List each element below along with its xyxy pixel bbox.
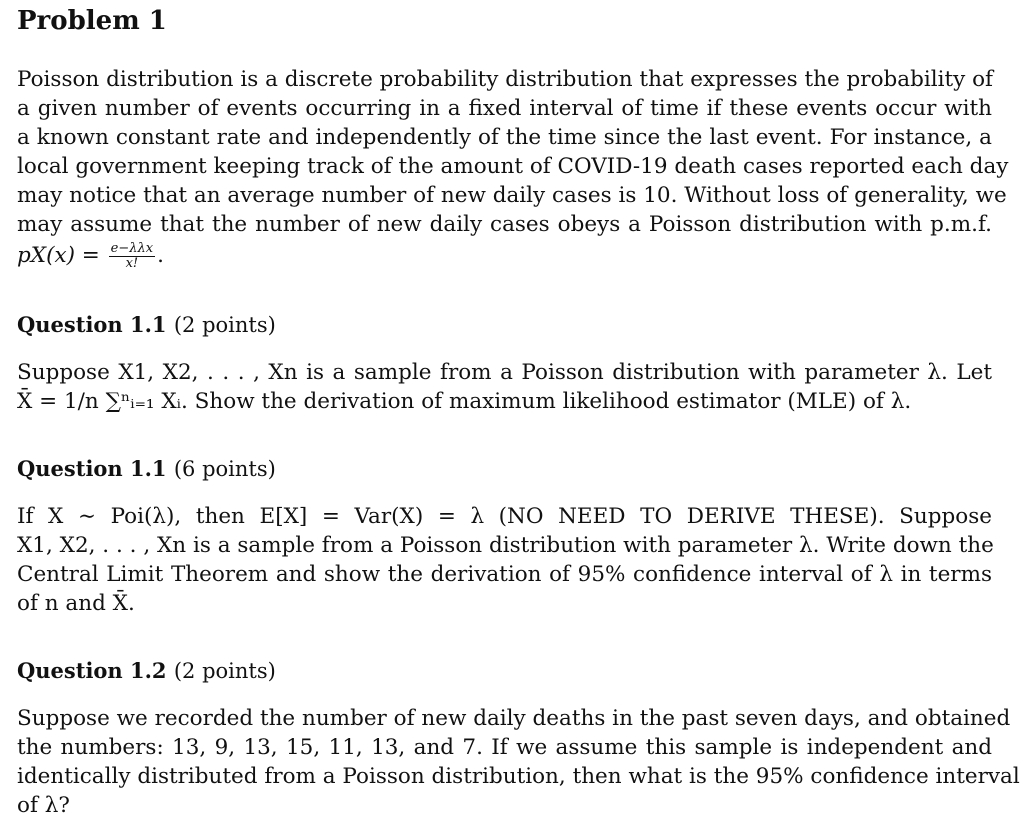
question-heading [17,311,276,339]
intro-line: may notice that an average number of new daily cases is 10. Without loss of generality, we [17,183,1007,208]
question-text-line: of λ? [17,793,70,818]
question-points: (2 points) [173,313,276,337]
question-label: Question 1.1 [17,456,167,481]
question-text-line: identically distributed from a Poisson distribution, then what is the 95% confidence interval [17,764,1020,789]
question-points: (2 points) [173,659,276,683]
pmf-fraction [109,242,155,271]
intro-line: a given number of events occurring in a fixed interval of time if these events occur with [17,96,992,121]
intro-line: may assume that the number of new daily cases obeys a Poisson distribution with p.m.f. [17,212,992,237]
question-points: (6 points) [173,457,276,481]
question-text-line: Suppose we recorded the number of new daily deaths in the past seven days, and obtained [17,706,1011,731]
question-text-line: of n and X̄. [17,591,135,616]
pmf-lhs: pX(x) = [17,243,100,268]
pmf-numerator: e−λλx [110,240,154,256]
question-text-line: X1, X2, . . . , Xn is a sample from a Poisson distribution with parameter λ. Write down the [17,533,994,558]
question-text-line: X̄ = 1/n ∑ⁿᵢ₌₁ Xᵢ. Show the derivation of maximum likelihood estimator (MLE) of λ. [17,389,912,414]
question-text-line: Suppose X1, X2, . . . , Xn is a sample from a Poisson distribution with parameter λ. Let [17,360,992,385]
pmf-period: . [157,243,164,268]
question-heading [17,455,276,483]
intro-line: Poisson distribution is a discrete probability distribution that expresses the probability of [17,67,994,92]
pmf-formula [17,241,164,271]
question-text-line: If X ∼ Poi(λ), then E[X] = Var(X) = λ (NO NEED TO DERIVE THESE). Suppose [17,504,992,529]
question-text-line: Central Limit Theorem and show the derivation of 95% confidence interval of λ in terms [17,562,992,587]
intro-line: a known constant rate and independently of the time since the last event. For instance, a [17,125,992,150]
question-label: Question 1.1 [17,312,167,337]
problem-title: Problem 1 [17,6,167,36]
question-heading [17,657,276,685]
intro-line: local government keeping track of the amount of COVID-19 death cases reported each day [17,154,1009,179]
question-text-line: the numbers: 13, 9, 13, 15, 11, 13, and 7. If we assume this sample is independent and [17,735,992,760]
pmf-denominator: x! [125,255,139,271]
question-label: Question 1.2 [17,658,167,683]
